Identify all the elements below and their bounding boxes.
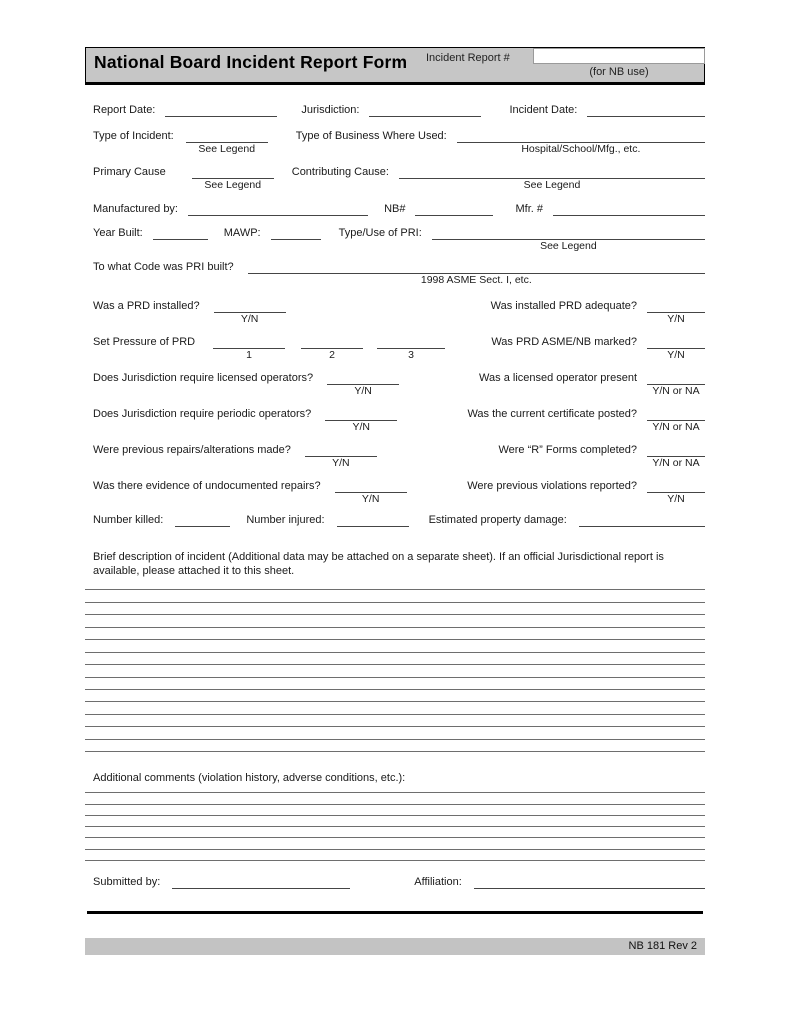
yn-caption: Y/N <box>667 313 685 325</box>
ruled-line[interactable] <box>85 665 705 677</box>
ruled-line[interactable] <box>85 590 705 602</box>
ruled-line[interactable] <box>85 628 705 640</box>
row-code-built <box>85 261 705 286</box>
ruled-line[interactable] <box>85 578 705 590</box>
nb-number-field[interactable] <box>415 203 493 216</box>
prd-installed-field[interactable] <box>214 300 286 313</box>
incident-report-number-input[interactable] <box>533 48 705 64</box>
type-of-business-label: Type of Business Where Used: <box>295 130 447 142</box>
for-nb-use-label: (for NB use) <box>589 66 649 78</box>
yn-caption: Y/N <box>361 493 380 505</box>
number-killed-label: Number killed: <box>93 514 164 526</box>
contributing-cause-field[interactable] <box>399 166 705 179</box>
bottom-divider <box>87 911 703 914</box>
mfr-number-field[interactable] <box>553 203 705 216</box>
row-previous-repairs <box>85 444 705 469</box>
yn-na-caption: Y/N or NA <box>652 385 700 397</box>
row-prd-installed <box>85 300 705 325</box>
year-built-label: Year Built: <box>93 227 143 239</box>
ruled-line[interactable] <box>85 715 705 727</box>
year-built-field[interactable] <box>153 227 208 240</box>
ruled-line[interactable] <box>85 827 705 838</box>
prd-installed-label: Was a PRD installed? <box>93 300 200 312</box>
yn-caption: Y/N <box>354 385 372 397</box>
yn-caption: Y/N <box>667 493 685 505</box>
row-year-built <box>85 227 705 252</box>
code-caption: 1998 ASME Sect. I, etc. <box>420 274 532 286</box>
contributing-cause-label: Contributing Cause: <box>291 166 389 178</box>
set-pressure-label: Set Pressure of PRD <box>93 336 196 348</box>
req-licensed-operators-label: Does Jurisdiction require licensed operators? <box>93 372 314 384</box>
cert-posted-field[interactable] <box>647 408 705 421</box>
row-casualties <box>85 514 705 528</box>
ruled-line[interactable] <box>85 653 705 665</box>
r-forms-completed-field[interactable] <box>647 444 705 457</box>
operator-present-field[interactable] <box>647 372 705 385</box>
prev-violations-field[interactable] <box>647 480 705 493</box>
report-date-field[interactable] <box>165 104 277 117</box>
row-undocumented-repairs <box>85 480 705 505</box>
ruled-line[interactable] <box>85 678 705 690</box>
type-of-business-field[interactable] <box>457 130 705 143</box>
type-of-incident-label: Type of Incident: <box>93 130 174 142</box>
yn-caption: Y/N <box>667 349 685 361</box>
field-number-caption: 3 <box>408 349 415 361</box>
affiliation-field[interactable] <box>474 876 705 889</box>
form-title: National Board Incident Report Form <box>94 52 408 72</box>
nb-number-label: NB# <box>384 203 406 215</box>
property-damage-field[interactable] <box>579 514 705 527</box>
operator-present-label: Was a licensed operator present <box>479 372 637 384</box>
type-use-pri-label: Type/Use of PRI: <box>338 227 422 239</box>
see-legend-caption: See Legend <box>523 179 581 191</box>
see-legend-caption: See Legend <box>198 143 256 155</box>
mawp-label: MAWP: <box>223 227 261 239</box>
primary-cause-label: Primary Cause <box>93 166 166 178</box>
ruled-line[interactable] <box>85 603 705 615</box>
ruled-line[interactable] <box>85 816 705 827</box>
submitted-by-field[interactable] <box>172 876 350 889</box>
undocumented-repairs-label: Was there evidence of undocumented repairs? <box>93 480 321 492</box>
row-set-pressure <box>85 336 705 361</box>
ruled-line[interactable] <box>85 727 705 739</box>
mfr-number-label: Mfr. # <box>515 203 543 215</box>
description-label: Brief description of incident (Additional data may be attached on a separate sheet). If an official Jurisdictional report is available, please attached it to this sheet. <box>93 551 664 577</box>
row-manufacturer <box>85 203 705 217</box>
incident-date-label: Incident Date: <box>509 104 578 116</box>
r-forms-completed-label: Were “R” Forms completed? <box>498 444 637 456</box>
yn-caption: Y/N <box>332 457 350 469</box>
description-lines <box>85 578 705 752</box>
field-number-caption: 2 <box>329 349 336 361</box>
req-periodic-operators-label: Does Jurisdiction require periodic operators? <box>93 408 312 420</box>
jurisdiction-field[interactable] <box>369 104 481 117</box>
property-damage-label: Estimated property damage: <box>428 514 567 526</box>
prd-marked-label: Was PRD ASME/NB marked? <box>491 336 637 348</box>
set-pressure-field-2[interactable] <box>301 336 363 349</box>
prev-violations-label: Were previous violations reported? <box>467 480 637 492</box>
prd-adequate-field[interactable] <box>647 300 705 313</box>
ruled-line[interactable] <box>85 615 705 627</box>
manufactured-by-field[interactable] <box>188 203 368 216</box>
mawp-field[interactable] <box>271 227 321 240</box>
set-pressure-field-3[interactable] <box>377 336 445 349</box>
doc-ref: NB 181 Rev 2 <box>628 940 697 952</box>
row-dates <box>85 104 705 118</box>
footer-bar <box>85 938 705 955</box>
yn-caption: Y/N <box>240 313 259 325</box>
ruled-line[interactable] <box>85 640 705 652</box>
number-killed-field[interactable] <box>175 514 230 527</box>
row-incident-type <box>85 130 705 155</box>
req-periodic-operators-field[interactable] <box>325 408 397 421</box>
prd-marked-field[interactable] <box>647 336 705 349</box>
ruled-line[interactable] <box>85 782 705 793</box>
incident-report-number-label: Incident Report # <box>426 52 510 64</box>
primary-cause-field[interactable] <box>192 166 274 179</box>
report-date-label: Report Date: <box>93 104 156 116</box>
prev-repairs-label: Were previous repairs/alterations made? <box>93 444 291 456</box>
undocumented-repairs-field[interactable] <box>335 480 407 493</box>
ruled-line[interactable] <box>85 690 705 702</box>
row-causes <box>85 166 705 191</box>
req-licensed-operators-field[interactable] <box>327 372 399 385</box>
incident-date-field[interactable] <box>587 104 705 117</box>
prev-repairs-field[interactable] <box>305 444 377 457</box>
set-pressure-field-1[interactable] <box>213 336 285 349</box>
number-injured-label: Number injured: <box>246 514 325 526</box>
affiliation-label: Affiliation: <box>414 876 462 888</box>
row-licensed-operators <box>85 372 705 397</box>
type-of-incident-field[interactable] <box>186 130 268 143</box>
prd-adequate-label: Was installed PRD adequate? <box>490 300 637 312</box>
submitted-by-label: Submitted by: <box>93 876 161 888</box>
jurisdiction-label: Jurisdiction: <box>301 104 360 116</box>
ruled-line[interactable] <box>85 702 705 714</box>
row-signature <box>85 876 705 890</box>
type-use-pri-field[interactable] <box>432 227 705 240</box>
cert-posted-label: Was the current certificate posted? <box>467 408 637 420</box>
ruled-line[interactable] <box>85 793 705 804</box>
yn-na-caption: Y/N or NA <box>652 457 700 469</box>
ruled-line[interactable] <box>85 850 705 861</box>
manufactured-by-label: Manufactured by: <box>93 203 178 215</box>
business-caption: Hospital/School/Mfg., etc. <box>521 143 641 155</box>
row-periodic-operators <box>85 408 705 433</box>
comments-lines <box>85 782 705 861</box>
yn-na-caption: Y/N or NA <box>652 421 700 433</box>
comments-label: Additional comments (violation history, adverse conditions, etc.): <box>93 772 406 784</box>
see-legend-caption: See Legend <box>204 179 262 191</box>
ruled-line[interactable] <box>85 805 705 816</box>
ruled-line[interactable] <box>85 740 705 752</box>
see-legend-caption: See Legend <box>540 240 597 252</box>
ruled-line[interactable] <box>85 838 705 849</box>
code-built-label: To what Code was PRI built? <box>93 261 234 273</box>
code-built-field[interactable] <box>248 261 705 274</box>
form-header <box>85 47 705 85</box>
yn-caption: Y/N <box>352 421 371 433</box>
field-number-caption: 1 <box>246 349 253 361</box>
number-injured-field[interactable] <box>337 514 409 527</box>
